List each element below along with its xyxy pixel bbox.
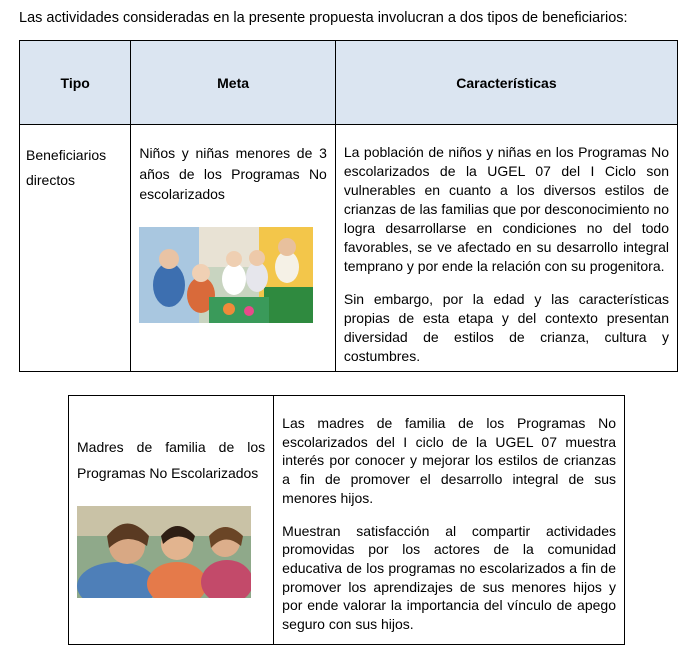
cell-madres xyxy=(69,396,274,645)
madres-paragraph-2: Muestran satisfacción al compartir actividades promovidas por los actores de la comunidad educativa de los programas no escolarizados a fin de promover los aprendizajes de sus menores hijos y por ende valorar la importancia del vínculo de apego seguro con sus hijos. xyxy=(282,522,616,633)
table-row xyxy=(20,125,678,372)
table-row xyxy=(69,396,625,645)
meta-text: Niños y niñas menores de 3 años de los Programas No escolarizados xyxy=(139,145,327,202)
header-tipo: Tipo xyxy=(20,41,131,125)
caracteristicas-paragraph-1: La población de niños y niñas en los Programas No escolarizados de la UGEL 07 del I Ciclo son vulnerables en cuanto a los diversos estilos de crianzas de las familias que por desconocimiento no logra desarrollarse en condiciones no del todo favorables, se ve afectado en su desarrollo integral temprano y por ende la relación con su progenitora. xyxy=(343,144,669,274)
header-meta: Meta xyxy=(131,41,336,125)
caracteristicas-paragraph-2: Sin embargo, por la edad y las características propias de esta etapa y del contexto presentan diversidad de estilos de crianza, cultura y costumbres. xyxy=(343,291,669,364)
header-caracteristicas: Características xyxy=(335,41,677,125)
table-header-row xyxy=(20,41,678,125)
cell-caracteristicas xyxy=(335,125,677,372)
cell-meta xyxy=(131,125,336,372)
cell-tipo: Beneficiarios directos xyxy=(20,125,131,372)
mothers-group-photo xyxy=(77,506,251,598)
cell-caracteristicas-madres xyxy=(274,396,625,645)
madres-text: Madres de familia de los Programas No Escolarizados xyxy=(77,439,266,481)
beneficiaries-table xyxy=(19,40,678,372)
mothers-table xyxy=(68,395,625,645)
madres-paragraph-1: Las madres de familia de los Programas No escolarizados del I ciclo de la UGEL 07 muestra interés por conocer y mejorar los estilos de crianzas a fin de promover el desarrollo integral de sus menores hijos. xyxy=(282,415,616,506)
children-classroom-photo xyxy=(139,227,313,323)
intro-paragraph: Las actividades consideradas en la presente propuesta involucran a dos tipos de beneficiarios: xyxy=(19,10,628,26)
